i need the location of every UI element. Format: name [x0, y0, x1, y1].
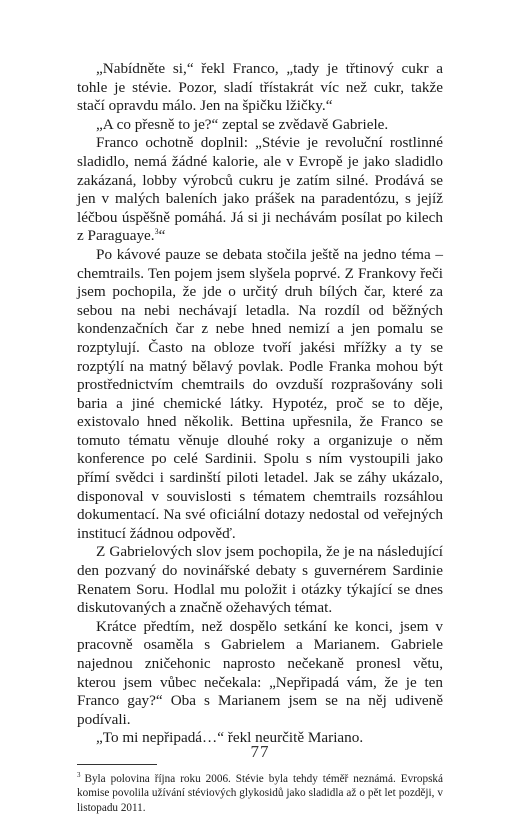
- footnote: [77, 772, 443, 815]
- footnote-reference[interactable]: 3: [154, 227, 159, 237]
- footnote-marker: 3: [77, 771, 81, 780]
- paragraph-1: „Nabídněte si,“ řekl Franco, „tady je třtinový cukr a tohle je stévie. Pozor, sladí třístakrát víc než cukr, takže stačí opravdu málo. Jen na špičku lžičky.“: [77, 60, 443, 115]
- paragraph-4: Po kávové pauze se debata stočila ještě na jedno téma – chemtrails. Ten pojem jsem slyšela poprvé. Z Frankovy řeči jsem pochopila, že jde o určitý druh bílých čar, které za sebou na nebi nechávají letadla. Na rozdíl od běžných kondenzačních čar z nebe hned nemizí a jen pomalu se rozptylují. Často na obloze tvoří jakési mřížky a ty se rozptýlí na matný bělavý povlak. Podle Franka mohou být prostřednictvím chemtrails do ovzduší rozprašovány soli baria a jiné chemické látky. Hypotéz, proč se to děje, existovalo hned několik. Bettina upřesnila, že Franco se tomuto tématu věnuje dlouhé roky a organizuje o něm konference po celé Sardinii. Spolu s ním vystoupili jako přímí svědci i sardinští piloti letadel. Jak se záhy ukázalo, disponoval v souvislosti s tématem chemtrails rozsáhlou dokumentací. Na své oficiální dotazy nedostal od veřejných institucí žádnou odpověď.: [77, 245, 443, 542]
- paragraph-7: „To mi nepřipadá…“ řekl neurčitě Mariano.: [96, 729, 364, 747]
- footnote-text: Byla polovina října roku 2006. Stévie byla tehdy téměř neznámá. Evropská komise povolila užívání stéviových glykosidů jako sladidla až o pět let později, v listopadu 2011.: [77, 772, 443, 814]
- paragraph-5: Z Gabrielových slov jsem pochopila, že je na následující den pozvaný do novinářské debaty s guvernérem Sardinie Renatem Soru. Hodlal mu položit i otázky týkající se dnes diskutovaných a značně ožehavých témat.: [77, 543, 443, 617]
- page-number: 77: [250, 742, 270, 761]
- paragraph-3-text: Franco ochotně doplnil: „Stévie je revoluční rostlinné sladidlo, nemá žádné kalorie, ale v Evropě je jako sladidlo zakázaná, lobby výrobců cukru je zatím silné. Prodává se jen v malých baleních jako prášek na paradentózu, s jejíž léčbou úspěšně pomáhá. Já si ji nechávám posílat po kilech z Paraguaye.: [77, 134, 443, 245]
- paragraph-3-closing-quote: “: [158, 227, 166, 245]
- paragraph-2: „A co přesně to je?“ zeptal se zvědavě Gabriele.: [96, 115, 389, 133]
- paragraph-3: [77, 134, 443, 246]
- book-page: [77, 60, 443, 815]
- footnote-divider: [77, 764, 157, 765]
- paragraph-6: Krátce předtím, než dospělo setkání ke konci, jsem v pracovně osaměla s Gabrielem a Marianem. Gabriele najednou zničehonic naprosto nečekaně pronesl větu, kterou jsem vůbec nečekala: „Nepřipadá vám, že je ten Franco gay?“ Oba s Marianem jsem se na něj udiveně podívali.: [77, 617, 443, 728]
